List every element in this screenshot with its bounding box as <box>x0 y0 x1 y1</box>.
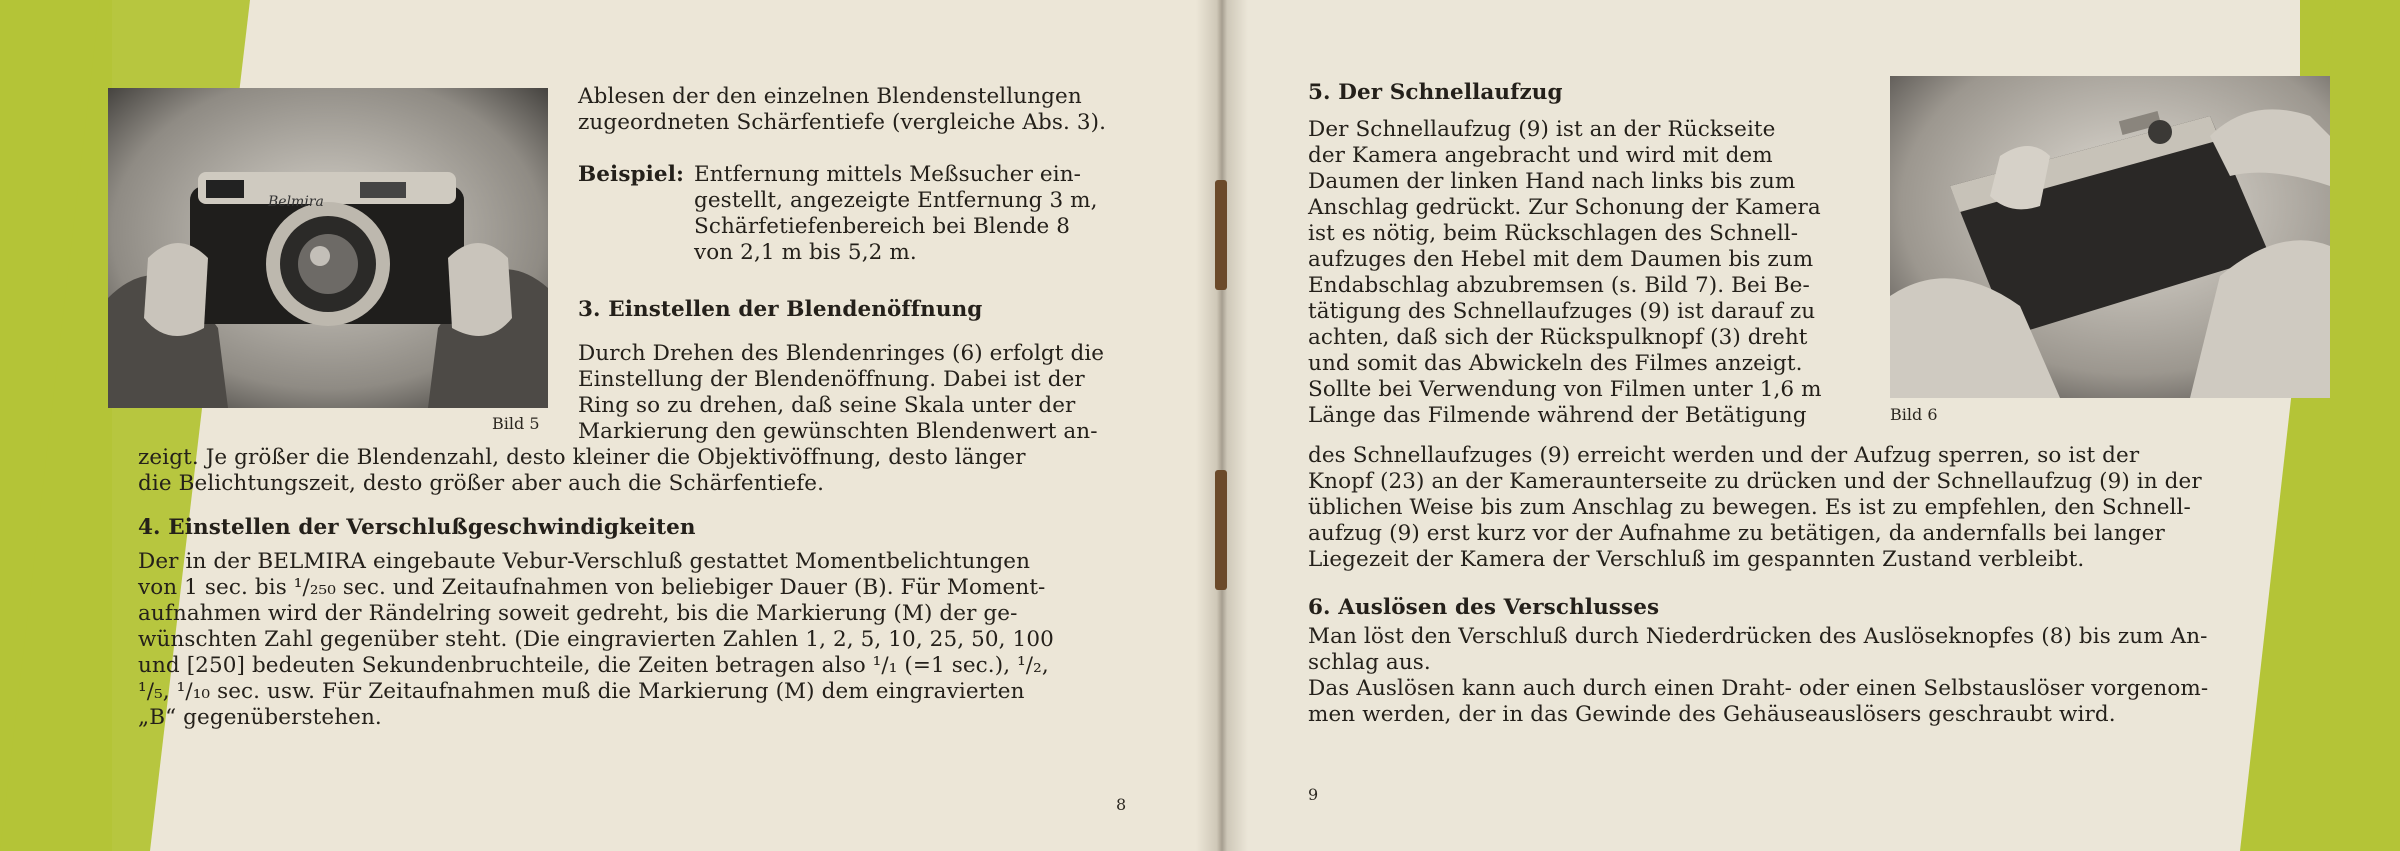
page-number-left: 8 <box>1116 795 1127 814</box>
text-line: Ablesen der den einzelnen Blendenstellungen <box>578 84 1082 109</box>
section6-paragraph <box>1308 624 2328 728</box>
text-line: des Schnellaufzuges (9) erreicht werden und der Aufzug sperren, so ist der <box>1308 443 2140 468</box>
text-line: schlag aus. <box>1308 650 1431 675</box>
text-line: Schärfetiefenbereich bei Blende 8 <box>694 214 1070 239</box>
camera-photo-bild5 <box>108 88 548 408</box>
text-line: men werden, der in das Gewinde des Gehäuseauslösers geschraubt wird. <box>1308 702 2116 727</box>
text-line: der Kamera angebracht und wird mit dem <box>1308 143 1773 168</box>
text-line: Der Schnellaufzug (9) ist an der Rückseite <box>1308 117 1776 142</box>
text-line: wünschten Zahl gegenüber steht. (Die eingravierten Zahlen 1, 2, 5, 10, 25, 50, 100 <box>138 627 1054 652</box>
section-heading-3: 3. Einstellen der Blendenöffnung <box>578 297 983 322</box>
book-gutter <box>1196 0 1248 851</box>
text-line: Der in der BELMIRA eingebaute Vebur-Verschluß gestattet Momentbelichtungen <box>138 549 1031 574</box>
text-line: Länge das Filmende während der Betätigung <box>1308 403 1807 428</box>
text-line: tätigung des Schnellaufzuges (9) ist darauf zu <box>1308 299 1816 324</box>
text-line: Man löst den Verschluß durch Niederdrücken des Auslöseknopfes (8) bis zum An- <box>1308 624 2208 649</box>
text-line: Anschlag gedrückt. Zur Schonung der Kamera <box>1308 195 1821 220</box>
section5-paragraph-full <box>1308 443 2328 573</box>
example-block <box>578 162 1130 266</box>
section-heading-4: 4. Einstellen der Verschlußgeschwindigkeiten <box>138 515 696 540</box>
text-line: Einstellung der Blendenöffnung. Dabei ist der <box>578 367 1085 392</box>
text-line: aufzuges den Hebel mit dem Daumen bis zum <box>1308 247 1814 272</box>
text-line: ¹/₅, ¹/₁₀ sec. usw. Für Zeitaufnahmen muß die Markierung (M) dem eingravierten <box>138 679 1025 704</box>
text-line: aufzug (9) erst kurz vor der Aufnahme zu betätigen, da andernfalls bei langer <box>1308 521 2165 546</box>
text-line: ist es nötig, beim Rückschlagen des Schnell- <box>1308 221 1799 246</box>
example-label: Beispiel: <box>578 162 685 187</box>
right-page <box>1222 0 2400 851</box>
text-line: üblichen Weise bis zum Anschlag zu bewegen. Es ist zu empfehlen, den Schnell- <box>1308 495 2191 520</box>
text-line: Liegezeit der Kamera der Verschluß im gespannten Zustand verbleibt. <box>1308 547 2085 572</box>
text-line: Markierung den gewünschten Blendenwert an- <box>578 419 1098 444</box>
section5-paragraph-wrap <box>1308 117 1868 429</box>
figure-caption-bild5: Bild 5 <box>492 414 540 433</box>
text-line: aufnahmen wird der Rändelring soweit gedreht, bis die Markierung (M) der ge- <box>138 601 1018 626</box>
text-line: Durch Drehen des Blendenringes (6) erfolgt die <box>578 341 1105 366</box>
section3-paragraph-wrap <box>578 341 1130 445</box>
text-line: Daumen der linken Hand nach links bis zum <box>1308 169 1796 194</box>
text-line: die Belichtungszeit, desto größer aber auch die Schärfentiefe. <box>138 471 825 496</box>
camera-brand-logo: Belmira <box>268 194 324 210</box>
example-body <box>694 162 1130 266</box>
text-line: zugeordneten Schärfentiefe (vergleiche Abs. 3). <box>578 110 1107 135</box>
text-line: Ring so zu drehen, daß seine Skala unter der <box>578 393 1076 418</box>
section-heading-5: 5. Der Schnellaufzug <box>1308 80 1563 105</box>
figure-caption-bild6: Bild 6 <box>1890 405 1938 424</box>
intro-paragraph <box>578 84 1128 136</box>
text-line: zeigt. Je größer die Blendenzahl, desto kleiner die Objektivöffnung, desto länger <box>138 445 1026 470</box>
text-line: von 1 sec. bis ¹/₂₅₀ sec. und Zeitaufnahmen von beliebiger Dauer (B). Für Moment- <box>138 575 1046 600</box>
text-line: Sollte bei Verwendung von Filmen unter 1,6 m <box>1308 377 1822 402</box>
camera-front-illustration <box>108 88 548 408</box>
text-line: gestellt, angezeigte Entfernung 3 m, <box>694 188 1098 213</box>
section-heading-6: 6. Auslösen des Verschlusses <box>1308 595 1660 620</box>
binding-staple-bottom <box>1215 470 1227 590</box>
camera-back-illustration <box>1890 76 2330 398</box>
page-number-right: 9 <box>1308 785 1319 804</box>
text-line: von 2,1 m bis 5,2 m. <box>694 240 917 265</box>
text-line: Das Auslösen kann auch durch einen Draht- oder einen Selbstauslöser vorgenom- <box>1308 676 2209 701</box>
text-line: Endabschlag abzubremsen (s. Bild 7). Bei Be- <box>1308 273 1810 298</box>
section3-paragraph-full <box>138 445 1128 497</box>
binding-staple-top <box>1215 180 1227 290</box>
text-line: und [250] bedeuten Sekundenbruchteile, die Zeiten betragen also ¹/₁ (=1 sec.), ¹/₂, <box>138 653 1049 678</box>
section4-paragraph <box>138 549 1128 731</box>
text-line: Entfernung mittels Meßsucher ein- <box>694 162 1082 187</box>
text-line: „B“ gegenüberstehen. <box>138 705 382 730</box>
camera-photo-bild6 <box>1890 76 2330 398</box>
text-line: Knopf (23) an der Kameraunterseite zu drücken und der Schnellaufzug (9) in der <box>1308 469 2202 494</box>
text-line: und somit das Abwickeln des Filmes anzeigt. <box>1308 351 1803 376</box>
text-line: achten, daß sich der Rückspulknopf (3) dreht <box>1308 325 1808 350</box>
